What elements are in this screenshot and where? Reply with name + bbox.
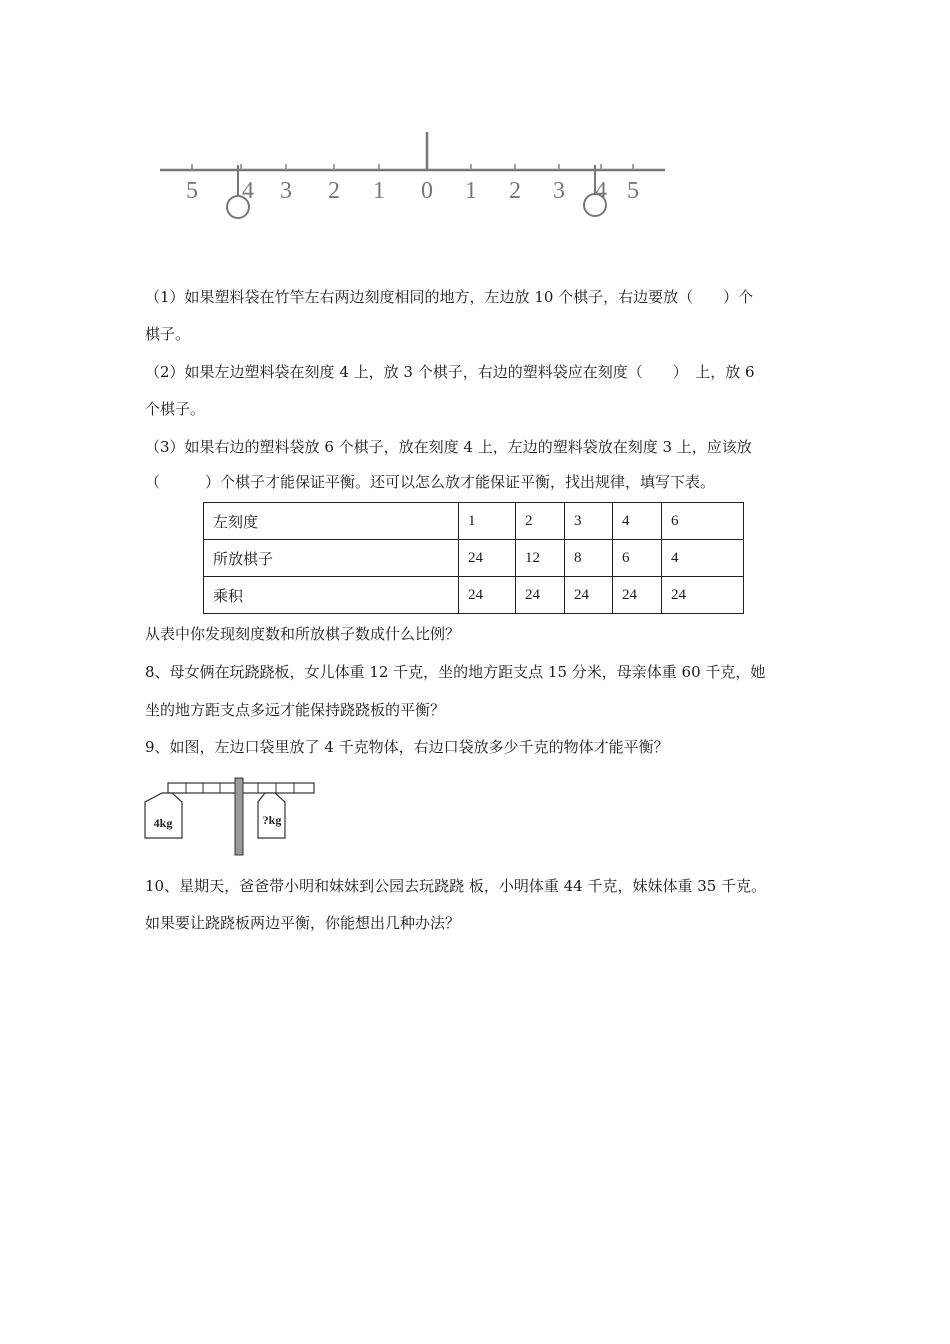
tick-label: 1: [465, 178, 477, 204]
table-cell: 24: [459, 577, 516, 614]
q7-part1-line1: （1）如果塑料袋在竹竿左右两边刻度相同的地方，左边放 10 个棋子，右边要放（ ）个: [145, 288, 754, 306]
q8-line2: 坐的地方距支点多远才能保持跷跷板的平衡？: [145, 701, 446, 719]
table-cell: 4: [662, 540, 744, 577]
table-row: [204, 540, 744, 577]
tick-label: 4: [242, 178, 254, 204]
table-cell: 4: [613, 503, 662, 540]
tick-label-zero: 0: [421, 178, 433, 204]
tick-label: 5: [627, 178, 639, 204]
q7-part2-line1: （2）如果左边塑料袋在刻度 4 上，放 3 个棋子，右边的塑料袋应在刻度（ ） 上，放 6: [145, 363, 755, 381]
tick-label: 2: [509, 178, 521, 204]
q7-question: 从表中你发现刻度数和所放棋子数成什么比例？: [145, 625, 461, 643]
left-bag-label: 4kg: [153, 816, 173, 830]
q7-part3-line1: （3）如果右边的塑料袋放 6 个棋子，放在刻度 4 上，左边的塑料袋放在刻度 3 上，应该放: [145, 438, 752, 456]
tick-label: 3: [553, 178, 565, 204]
tick-label: 2: [328, 178, 340, 204]
q9-line1: 9、如图，左边口袋里放了 4 千克物体，右边口袋放多少千克的物体才能平衡？: [145, 738, 669, 756]
table-cell: 24: [516, 577, 565, 614]
table-cell: 所放棋子: [204, 540, 459, 577]
q10-line1: 10、星期天，爸爸带小明和妹妹到公园去玩跷跷 板，小明体重 44 千克，妹妹体重 35 千克。: [145, 877, 767, 895]
q8-line1: 8、母女俩在玩跷跷板，女儿体重 12 千克，坐的地方距支点 15 分米，母亲体重 60 千克，她: [145, 663, 766, 681]
table-cell: 24: [565, 577, 613, 614]
table-cell: 乘积: [204, 577, 459, 614]
q7-part2-line2: 个棋子。: [145, 400, 206, 418]
table-cell: 1: [459, 503, 516, 540]
table-cell: 左刻度: [204, 503, 459, 540]
table-cell: 8: [565, 540, 613, 577]
tick-label: 5: [186, 178, 198, 204]
data-table: [203, 502, 744, 614]
q7-part3-line2: （ ）个棋子才能保证平衡。还可以怎么放才能保证平衡，找出规律，填写下表。: [145, 473, 716, 491]
support-post: [235, 778, 243, 855]
q7-part1-line2: 棋子。: [145, 325, 191, 343]
table-cell: 6: [613, 540, 662, 577]
table-cell: 24: [613, 577, 662, 614]
right-bag-label: ?kg: [262, 813, 282, 827]
table-cell: 24: [459, 540, 516, 577]
table-cell: 3: [565, 503, 613, 540]
table-cell: 6: [662, 503, 744, 540]
tick-label: 1: [373, 178, 385, 204]
tick-label: 3: [280, 178, 292, 204]
table-cell: 12: [516, 540, 565, 577]
table-cell: 24: [662, 577, 744, 614]
tick-label: 4: [595, 178, 607, 204]
table-row: [204, 503, 744, 540]
q10-line2: 如果要让跷跷板两边平衡，你能想出几种办法？: [145, 914, 461, 932]
steelyard-figure: [140, 770, 320, 860]
left-bag-circle: [227, 196, 249, 218]
table-cell: 2: [516, 503, 565, 540]
table-row: [204, 577, 744, 614]
balance-pole-figure: [150, 120, 680, 230]
